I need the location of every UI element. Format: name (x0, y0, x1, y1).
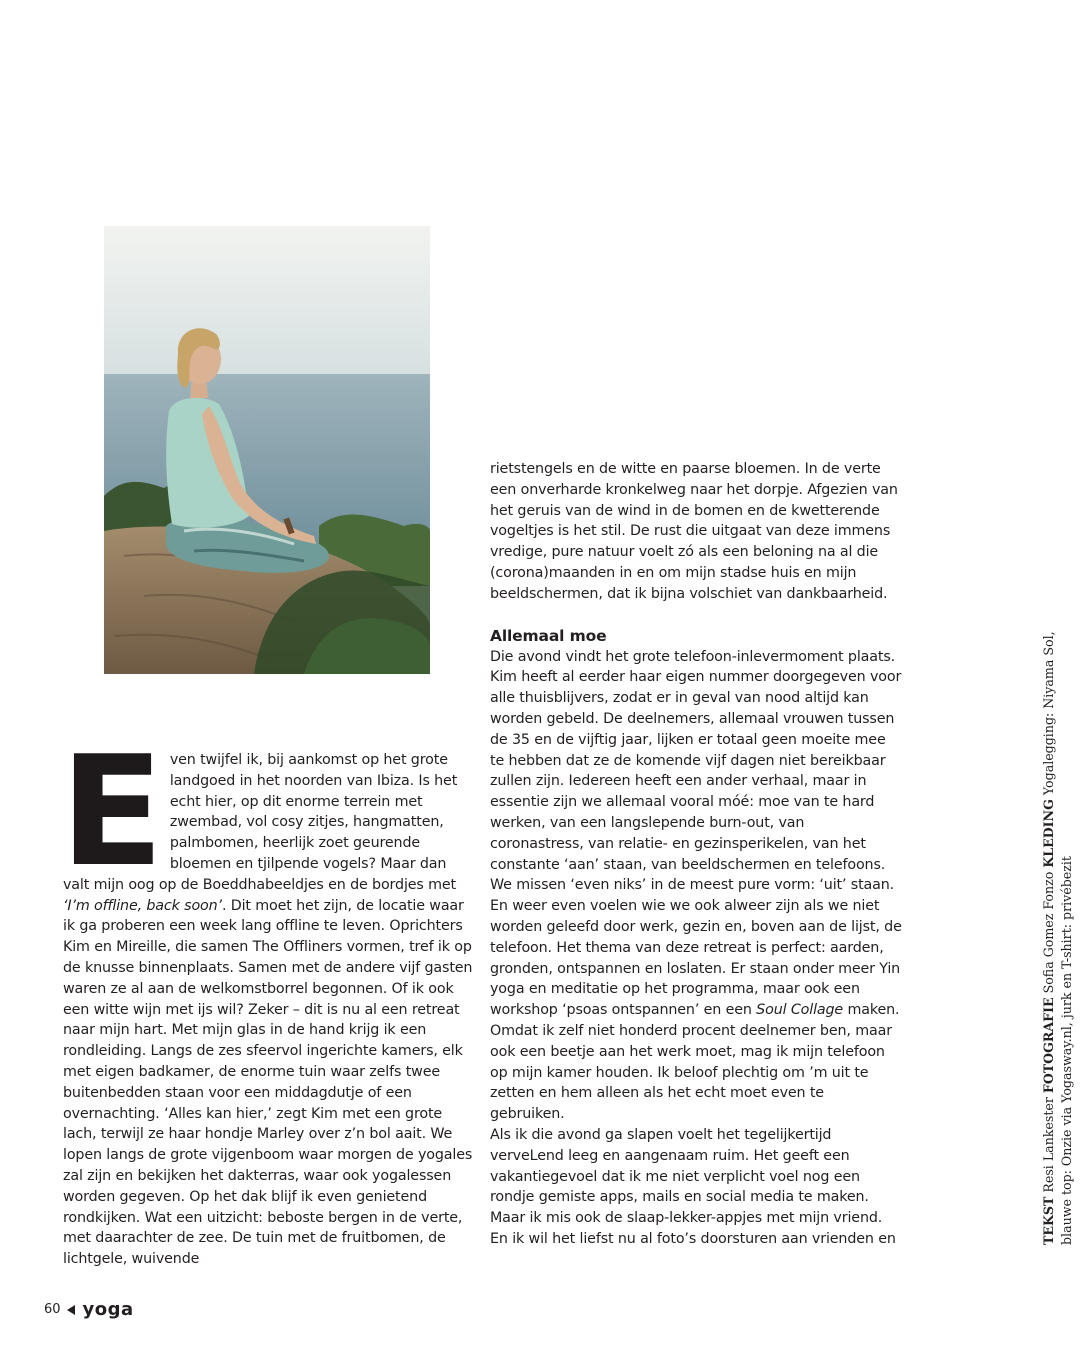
soul-collage-italic: Soul Collage (756, 1002, 844, 1019)
drop-cap: E (60, 723, 160, 900)
paragraph-night: Als ik die avond ga slapen voelt het tegelijkertijd verveLend leeg en aangenaam ruim. Het geeft een vakantiegevoel dat ik me niet verplicht voel nog een rondje gemiste apps, mails en social media te maken. Maar ik mis ook de slaap-lekker-appjes met mijn vriend. En ik wil het liefst nu al foto’s doorsturen aan vrienden en (490, 1126, 896, 1247)
article-photo (104, 226, 430, 674)
photo-credits (1040, 585, 1076, 1245)
credits-line-1 (1040, 585, 1058, 1245)
triangle-left-icon (67, 1305, 75, 1315)
credit-writer: Resi Lankester (1041, 1093, 1056, 1197)
credits-line-2: blauwe top: Onzie via Yogasway.nl, jurk en T-shirt: privébezit (1059, 856, 1074, 1245)
credit-clothing-1: Yogalegging: Niyama Sol, (1041, 631, 1056, 800)
paragraph-nature: rietstengels en de witte en paarse bloemen. In de verte een onverharde kronkelweg naar het dorpje. Afgezien van het geruis van de wind in de bomen en de kwetterende vogeltjes is het stil. De rust die uitgaat van deze immens vredige, pure natuur voelt zó als een beloning na al die (corona)maanden in en om mijn stadse huis en mijn beeldschermen, dat ik bijna volschiet van dankbaarheid. (490, 461, 898, 602)
yoga-woman-on-rock-image (104, 226, 430, 674)
paragraph-phone-handover (490, 647, 902, 1125)
credit-label-photo: FOTOGRAFIE (1041, 997, 1056, 1094)
intro-text-continued: . Dit moet het zijn, de locatie waar ik ga proberen een week lang offline te leven. Oprichters Kim en Mireille, die samen The Offliners vormen, tref ik op de knusse binnenplaats. Samen met de andere vijf gasten waren ze al aan de welkomstborrel begonnen. Of ik ook een witte wijn met ijs wil? Zeker – dit is nu al een retreat naar mijn hart. Met mijn glas in de hand krijg ik een rondleiding. Langs de zes sfeervol ingerichte kamers, elk met eigen badkamer, de enorme tuin waar zelfs twee buitenbedden staan voor een middagdutje of een overnachting. ‘Alles kan hier,’ zegt Kim met een grote lach, terwijl ze haar hondje Marley over z’n bol aait. We lopen langs de grote vijgenboom waar morgen de yogales zal zijn en bekijken het dakterras, waar ook yogalessen worden gegeven. Op het dak blijf ik even genietend rondkijken. Wat een uitzicht: beboste bergen in de verte, met daarachter de zee. De tuin met de fruitbomen, de lichtgele, wuivende (63, 897, 473, 1268)
credit-label-clothing: KLEDING (1041, 799, 1056, 868)
intro-text: ven twijfel ik, bij aankomst op het grote landgoed in het noorden van Ibiza. Is het echt hier, op dit enorme terrein met zwembad, vol cosy zitjes, hangmatten, palmbomen, heerlijk zoet geurende bloemen en tjilpende vogels? Maar dan valt mijn oog op de Boeddhabeeldjes en de bordjes met (63, 752, 458, 893)
paragraph-text-continued: maken. Omdat ik zelf niet honderd procent deelnemer ben, maar ook een beetje aan het werk moet, mag ik mijn telefoon op mijn kamer houden. Ik beloof plechtig om ’m uit te zetten en hem alleen als het echt moet even te gebruiken. (490, 1002, 900, 1123)
page-number: 60 (44, 1302, 61, 1317)
article-column-right (490, 459, 902, 1250)
paragraph-text: Die avond vindt het grote telefoon-inlevermoment plaats. Kim heeft al eerder haar eigen nummer doorgegeven voor alle thuisblijvers, zodat er in geval van nood altijd kan worden gebeld. De deelnemers, allemaal vrouwen tussen de 35 en de vijftig jaar, lijken er totaal geen moeite mee te hebben dat ze de komende vijf dagen niet bereikbaar zullen zijn. Iedereen heeft een ander verhaal, maar in essentie zijn we allemaal vooral móé: moe van te hard werken, van een langslepende burn-out, van coronastress, van relatie- en gezinsperikelen, van het constante ‘aan’ staan, van beeldschermen en telefoons. We missen ‘even niks’ in de meest pure vorm: ‘uit’ staan. En weer even voelen wie we ook alweer zijn als we niet worden geleefd door werk, gezin en, boven aan de lijst, de telefoon. Het thema van deze retreat is perfect: aarden, gronden, ontspannen en loslaten. Er staan onder meer Yin yoga en meditatie op het programma, maar ook een workshop ‘psoas ontspannen’ en een (490, 648, 902, 1019)
magazine-name: yoga (82, 1299, 134, 1320)
page-footer (44, 1299, 134, 1320)
credit-photographer: Sofia Gomez Fonzo (1041, 867, 1056, 998)
offline-quote: ‘I’m offline, back soon’ (63, 897, 222, 914)
credit-label-text: TEKST (1041, 1196, 1056, 1245)
article-column-left (60, 723, 473, 1270)
section-heading: Allemaal moe (490, 626, 607, 645)
